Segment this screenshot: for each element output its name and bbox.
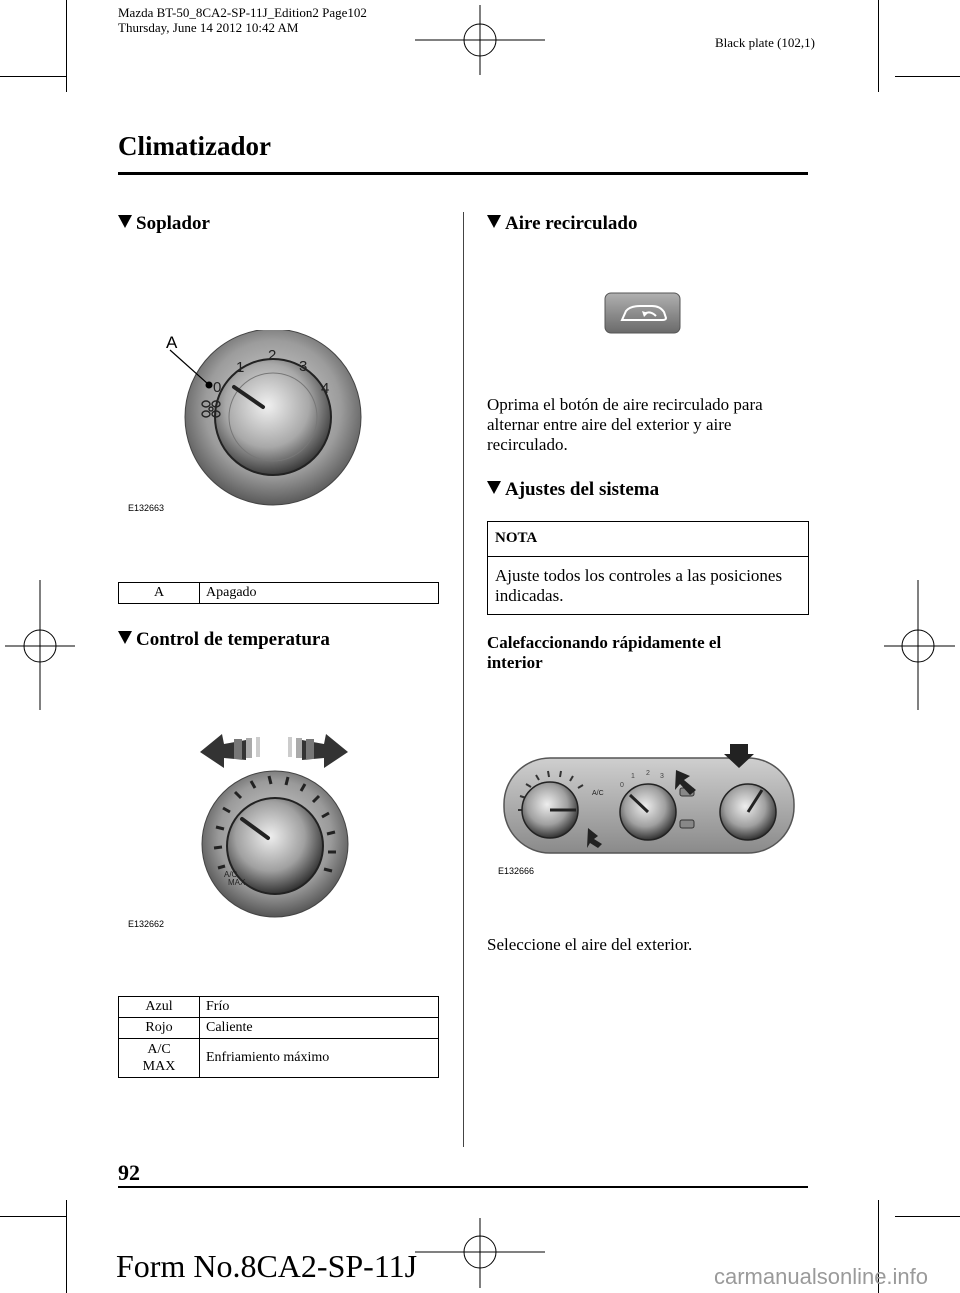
temperature-dial-figure: [118, 726, 378, 936]
watermark: carmanualsonline.info: [714, 1264, 929, 1289]
title-rule: [118, 172, 808, 175]
speed-4: 4: [321, 380, 330, 397]
triangle-icon: [487, 215, 501, 228]
speed-0: 0: [620, 782, 624, 789]
figure-code: E132666: [498, 866, 535, 876]
table-row: Azul Frío: [119, 997, 439, 1018]
speed-0: 0: [213, 379, 222, 396]
recirc-button-icon: [604, 292, 682, 334]
page-number: 92: [118, 1160, 140, 1185]
temperature-heading: Control de temperatura: [118, 629, 330, 651]
recirc-heading: Aire recirculado: [487, 213, 637, 235]
speed-2: 2: [646, 770, 650, 777]
outside-air-instruction: Seleccione el aire del exterior.: [487, 935, 693, 954]
triangle-icon: [487, 481, 501, 494]
ac-label: A/C: [224, 870, 238, 879]
ac-label: A/C: [592, 790, 604, 797]
triangle-icon: [118, 215, 132, 228]
section-title: Climatizador: [118, 131, 271, 161]
note-title: NOTA: [495, 530, 538, 546]
note-text: Ajuste todos los controles a las posiciones indicadas.: [495, 566, 783, 605]
quick-heat-subheading: Calefaccionando rápidamente el interior: [487, 633, 722, 672]
speed-2: 2: [268, 347, 277, 364]
speed-3: 3: [299, 358, 308, 375]
blower-heading: Soplador: [118, 213, 210, 235]
footer-rule: [118, 1186, 808, 1188]
max-label: MAX: [228, 878, 246, 887]
table-row: Rojo Caliente: [119, 1018, 439, 1039]
file-info: Mazda BT-50_8CA2-SP-11J_Edition2 Page102 Thursday, June 14 2012 10:42 AM: [118, 5, 367, 35]
speed-1: 1: [631, 773, 635, 780]
table-row: A/C MAX Enfriamiento máximo: [119, 1039, 439, 1078]
column-divider: [463, 212, 464, 1147]
blower-table: [118, 582, 439, 604]
rear-defrost-mini-button: [680, 820, 694, 828]
settings-heading: Ajustes del sistema: [487, 479, 659, 501]
callout-a: A: [166, 333, 178, 352]
figure-code: E132662: [128, 919, 165, 929]
note-box: [487, 521, 809, 615]
right-arrow-icon: [288, 734, 348, 768]
temperature-table: [118, 996, 439, 1078]
speed-3: 3: [660, 773, 664, 780]
recirc-description: Oprima el botón de aire recirculado para alternar entre aire del exterior y aire recirculado.: [487, 395, 763, 454]
control-panel-figure: [490, 740, 810, 880]
blower-dial-figure: [118, 330, 378, 520]
left-arrow-icon: [200, 734, 260, 768]
triangle-icon: [118, 631, 132, 644]
speed-1: 1: [236, 359, 245, 376]
plate-info: Black plate (102,1): [715, 35, 815, 50]
form-number: Form No.8CA2-SP-11J: [116, 1248, 418, 1284]
figure-code: E132663: [128, 503, 165, 513]
table-row: A Apagado: [119, 583, 439, 604]
